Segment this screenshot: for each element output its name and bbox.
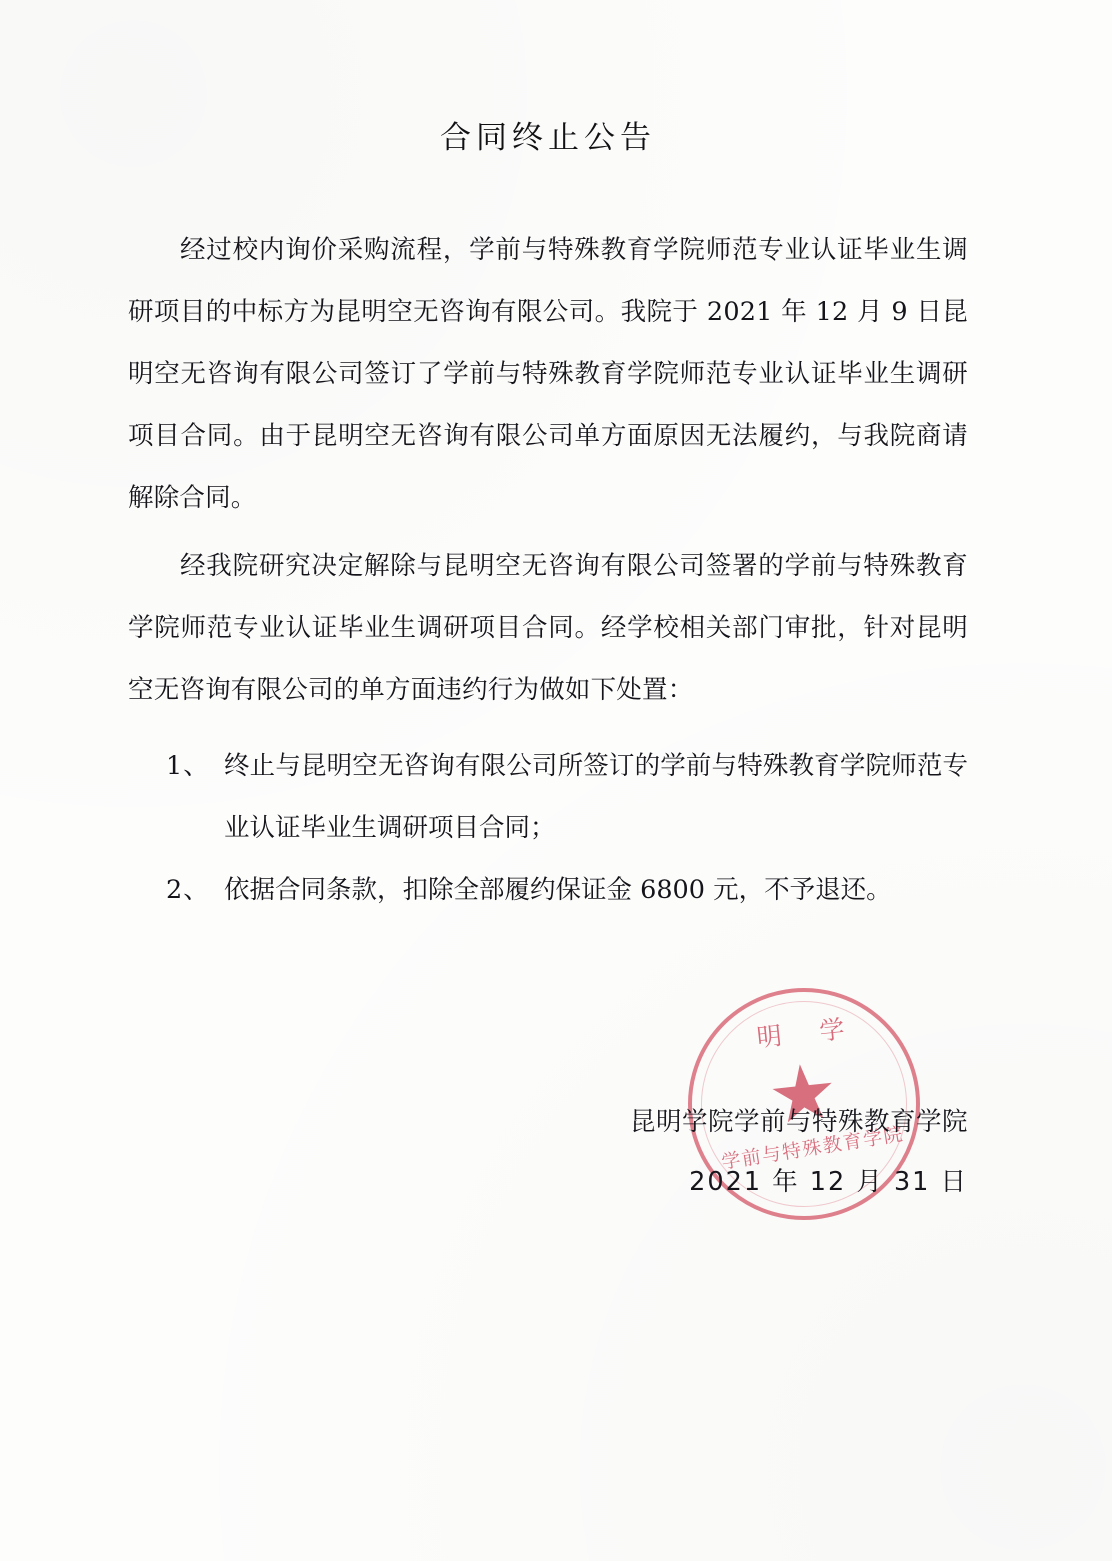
list-item-text: 终止与昆明空无咨询有限公司所签订的学前与特殊教育学院师范专业认证毕业生调研项目合同； [224,751,968,843]
list-item [128,859,968,921]
list-item-text: 依据合同条款，扣除全部履约保证金 6800 元，不予退还。 [224,875,892,905]
body-paragraphs [128,219,968,921]
paragraph-2: 经我院研究决定解除与昆明空无咨询有限公司签署的学前与特殊教育学院师范专业认证毕业生调研项目合同。经学校相关部门审批，针对昆明空无咨询有限公司的单方面违约行为做如下处置： [128,551,968,705]
signature-date: 2021 年 12 月 31 日 [689,1167,968,1197]
list-item-number: 2、 [166,875,210,905]
signature-organization: 昆明学院学前与特殊教育学院 [629,1107,968,1137]
document-body [128,0,968,1561]
stamp-top-text: 明学 [755,1010,884,1053]
stamp-bottom-text: 学前与特殊教育学院 [719,1123,906,1174]
paragraph-1: 经过校内询价采购流程，学前与特殊教育学院师范专业认证毕业生调研项目的中标方为昆明空无咨询有限公司。我院于 2021 年 12 月 9 日昆明空无咨询有限公司签订了学前与特殊教育学院师范专业认证毕业生调研项目合同。由于昆明空无咨询有限公司单方面原因无法履约，与我院商请解除合同。 [128,235,968,513]
list-item-number: 1、 [166,751,210,781]
list-item [128,735,968,859]
page-title: 合同终止公告 [440,120,656,156]
decision-list [128,735,968,921]
signature-block [128,980,968,1260]
